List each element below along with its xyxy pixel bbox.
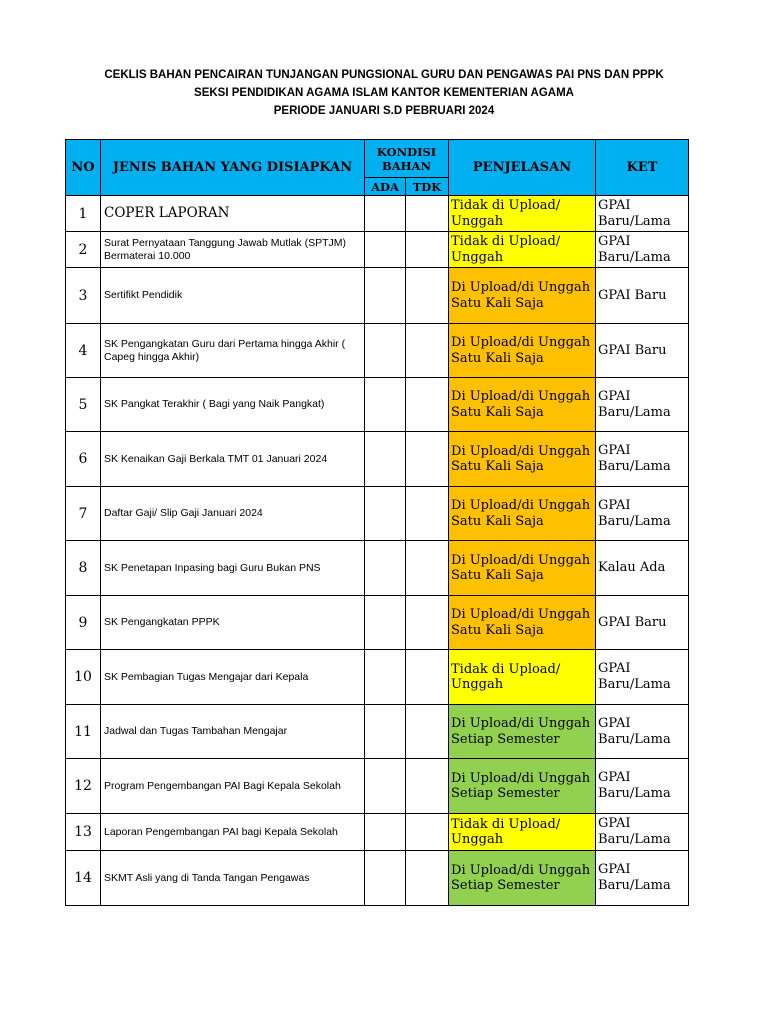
table-row <box>66 487 689 541</box>
title-line-1: CEKLIS BAHAN PENCAIRAN TUNJANGAN PUNGSIONAL GURU DAN PENGAWAS PAI PNS DAN PPPK <box>104 69 664 81</box>
row-jenis: SKMT Asli yang di Tanda Tangan Pengawas <box>101 851 365 906</box>
header-no: NO <box>66 140 101 196</box>
table-row <box>66 759 689 814</box>
header-kondisi: KONDISI BAHAN <box>365 140 449 178</box>
row-no: 9 <box>66 596 101 650</box>
row-no: 3 <box>66 268 101 324</box>
header-penjelasan: PENJELASAN <box>449 140 596 196</box>
row-tdk-checkbox[interactable] <box>406 432 449 487</box>
title-line-3: PERIODE JANUARI S.D PEBRUARI 2024 <box>273 105 495 117</box>
row-tdk-checkbox[interactable] <box>406 196 449 232</box>
row-ket: GPAI Baru/Lama <box>596 196 689 232</box>
row-tdk-checkbox[interactable] <box>406 759 449 814</box>
table-row <box>66 232 689 268</box>
row-tdk-checkbox[interactable] <box>406 324 449 378</box>
table-row <box>66 541 689 596</box>
header-tdk: TDK <box>406 178 449 196</box>
row-penjelasan: Di Upload/di Unggah Satu Kali Saja <box>449 596 596 650</box>
row-penjelasan: Di Upload/di Unggah Satu Kali Saja <box>449 324 596 378</box>
row-penjelasan: Di Upload/di Unggah Setiap Semester <box>449 851 596 906</box>
table-row <box>66 650 689 705</box>
row-tdk-checkbox[interactable] <box>406 814 449 851</box>
row-penjelasan: Tidak di Upload/ Unggah <box>449 196 596 232</box>
row-ket: GPAI Baru/Lama <box>596 814 689 851</box>
row-no: 13 <box>66 814 101 851</box>
row-tdk-checkbox[interactable] <box>406 650 449 705</box>
row-ada-checkbox[interactable] <box>365 196 406 232</box>
checklist-rows <box>66 196 689 906</box>
row-no: 4 <box>66 324 101 378</box>
row-ket: GPAI Baru/Lama <box>596 759 689 814</box>
row-jenis: Laporan Pengembangan PAI bagi Kepala Sekolah <box>101 814 365 851</box>
header-ada: ADA <box>365 178 406 196</box>
row-penjelasan: Di Upload/di Unggah Satu Kali Saja <box>449 268 596 324</box>
row-no: 11 <box>66 705 101 759</box>
row-no: 1 <box>66 196 101 232</box>
row-tdk-checkbox[interactable] <box>406 851 449 906</box>
row-ada-checkbox[interactable] <box>365 378 406 432</box>
checklist-table <box>65 139 689 906</box>
row-jenis: Jadwal dan Tugas Tambahan Mengajar <box>101 705 365 759</box>
table-row <box>66 814 689 851</box>
row-jenis: SK Pembagian Tugas Mengajar dari Kepala <box>101 650 365 705</box>
row-tdk-checkbox[interactable] <box>406 541 449 596</box>
row-jenis: Sertifikt Pendidik <box>101 268 365 324</box>
row-ket: GPAI Baru/Lama <box>596 378 689 432</box>
row-ada-checkbox[interactable] <box>365 268 406 324</box>
row-ada-checkbox[interactable] <box>365 232 406 268</box>
row-ket: GPAI Baru/Lama <box>596 851 689 906</box>
table-row <box>66 851 689 906</box>
row-ada-checkbox[interactable] <box>365 814 406 851</box>
row-ada-checkbox[interactable] <box>365 541 406 596</box>
row-tdk-checkbox[interactable] <box>406 232 449 268</box>
row-penjelasan: Tidak di Upload/ Unggah <box>449 650 596 705</box>
row-no: 14 <box>66 851 101 906</box>
row-jenis: Daftar Gaji/ Slip Gaji Januari 2024 <box>101 487 365 541</box>
row-jenis: SK Kenaikan Gaji Berkala TMT 01 Januari 2024 <box>101 432 365 487</box>
row-ada-checkbox[interactable] <box>365 851 406 906</box>
row-ket: GPAI Baru <box>596 324 689 378</box>
row-ket: GPAI Baru <box>596 268 689 324</box>
row-ada-checkbox[interactable] <box>365 324 406 378</box>
row-tdk-checkbox[interactable] <box>406 268 449 324</box>
row-no: 7 <box>66 487 101 541</box>
row-no: 12 <box>66 759 101 814</box>
row-no: 8 <box>66 541 101 596</box>
table-row <box>66 432 689 487</box>
row-ket: GPAI Baru/Lama <box>596 432 689 487</box>
title-line-2: SEKSI PENDIDIKAN AGAMA ISLAM KANTOR KEMENTERIAN AGAMA <box>194 87 574 99</box>
row-jenis: Surat Pernyataan Tanggung Jawab Mutlak (SPTJM) Bermaterai 10.000 <box>101 232 365 268</box>
row-ada-checkbox[interactable] <box>365 705 406 759</box>
row-penjelasan: Di Upload/di Unggah Satu Kali Saja <box>449 432 596 487</box>
row-jenis: SK Pangkat Terakhir ( Bagi yang Naik Pangkat) <box>101 378 365 432</box>
header-jenis: JENIS BAHAN YANG DISIAPKAN <box>101 140 365 196</box>
row-no: 5 <box>66 378 101 432</box>
row-penjelasan: Di Upload/di Unggah Setiap Semester <box>449 759 596 814</box>
row-penjelasan: Tidak di Upload/ Unggah <box>449 232 596 268</box>
table-row <box>66 324 689 378</box>
row-tdk-checkbox[interactable] <box>406 487 449 541</box>
table-row <box>66 268 689 324</box>
row-penjelasan: Di Upload/di Unggah Satu Kali Saja <box>449 487 596 541</box>
row-jenis: SK Pengangkatan PPPK <box>101 596 365 650</box>
table-row <box>66 705 689 759</box>
row-penjelasan: Tidak di Upload/ Unggah <box>449 814 596 851</box>
row-ket: GPAI Baru <box>596 596 689 650</box>
row-ket: GPAI Baru/Lama <box>596 650 689 705</box>
row-ada-checkbox[interactable] <box>365 487 406 541</box>
row-ada-checkbox[interactable] <box>365 432 406 487</box>
document-title <box>0 66 768 120</box>
row-ada-checkbox[interactable] <box>365 759 406 814</box>
row-tdk-checkbox[interactable] <box>406 705 449 759</box>
row-jenis: SK Penetapan Inpasing bagi Guru Bukan PNS <box>101 541 365 596</box>
row-ada-checkbox[interactable] <box>365 596 406 650</box>
table-row <box>66 196 689 232</box>
row-no: 10 <box>66 650 101 705</box>
row-tdk-checkbox[interactable] <box>406 596 449 650</box>
row-penjelasan: Di Upload/di Unggah Satu Kali Saja <box>449 378 596 432</box>
row-jenis: SK Pengangkatan Guru dari Pertama hingga Akhir ( Capeg hingga Akhir) <box>101 324 365 378</box>
table-row <box>66 596 689 650</box>
row-ket: GPAI Baru/Lama <box>596 232 689 268</box>
row-no: 2 <box>66 232 101 268</box>
header-ket: KET <box>596 140 689 196</box>
row-jenis: Program Pengembangan PAI Bagi Kepala Sekolah <box>101 759 365 814</box>
row-tdk-checkbox[interactable] <box>406 378 449 432</box>
row-no: 6 <box>66 432 101 487</box>
table-row <box>66 378 689 432</box>
row-penjelasan: Di Upload/di Unggah Setiap Semester <box>449 705 596 759</box>
row-penjelasan: Di Upload/di Unggah Satu Kali Saja <box>449 541 596 596</box>
row-ada-checkbox[interactable] <box>365 650 406 705</box>
row-jenis: COPER LAPORAN <box>101 196 365 232</box>
row-ket: Kalau Ada <box>596 541 689 596</box>
row-ket: GPAI Baru/Lama <box>596 487 689 541</box>
row-ket: GPAI Baru/Lama <box>596 705 689 759</box>
